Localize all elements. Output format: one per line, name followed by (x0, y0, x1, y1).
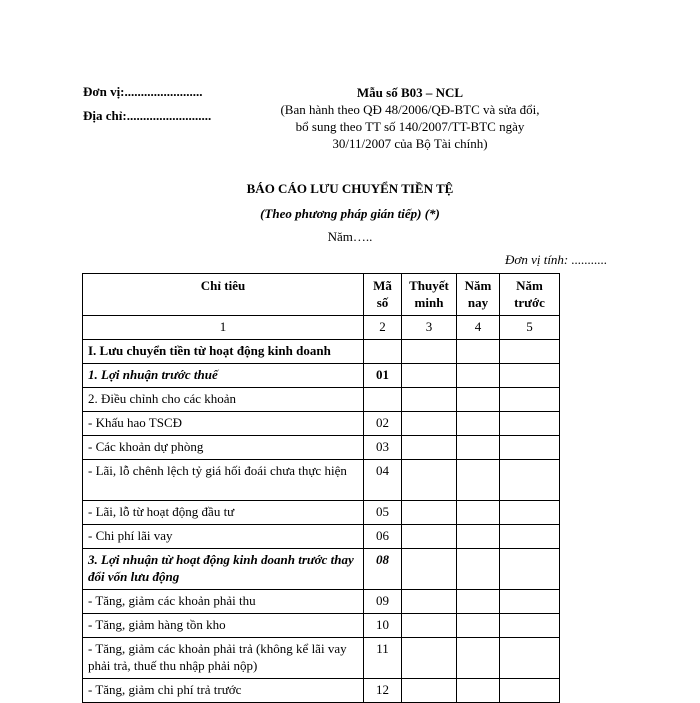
row-last-year (500, 549, 560, 590)
row-this-year (457, 436, 500, 460)
table-row (83, 525, 560, 549)
row-explanation (402, 549, 457, 590)
currency-unit-note: Đơn vị tính: ........... (505, 252, 608, 267)
header-last-year: Năm trước (500, 274, 560, 316)
row-label: 1. Lợi nhuận trước thuế (83, 364, 364, 388)
row-code: 06 (364, 525, 402, 549)
row-this-year (457, 340, 500, 364)
index-cell: 2 (364, 316, 402, 340)
report-title: BÁO CÁO LƯU CHUYỂN TIỀN TỆ (246, 181, 454, 196)
row-this-year (457, 614, 500, 638)
row-this-year (457, 590, 500, 614)
form-note-line2: bổ sung theo TT số 140/2007/TT-BTC ngày (295, 119, 525, 134)
table-row (83, 460, 560, 501)
index-row (83, 316, 560, 340)
row-explanation (402, 412, 457, 436)
row-code: 12 (364, 679, 402, 703)
index-cell: 3 (402, 316, 457, 340)
report-subtitle: (Theo phương pháp gián tiếp) (*) (260, 206, 440, 221)
unit-label: Đơn vị:........................ (83, 84, 203, 99)
row-code: 10 (364, 614, 402, 638)
row-code: 02 (364, 412, 402, 436)
row-this-year (457, 679, 500, 703)
row-last-year (500, 679, 560, 703)
table-row (83, 590, 560, 614)
row-this-year (457, 501, 500, 525)
index-cell: 1 (83, 316, 364, 340)
row-explanation (402, 501, 457, 525)
table-row (83, 364, 560, 388)
row-explanation (402, 364, 457, 388)
row-explanation (402, 388, 457, 412)
row-explanation (402, 614, 457, 638)
row-last-year (500, 364, 560, 388)
header-explanation: Thuyết minh (402, 274, 457, 316)
row-last-year (500, 340, 560, 364)
row-label: 2. Điều chỉnh cho các khoản (83, 388, 364, 412)
form-note-line3: 30/11/2007 của Bộ Tài chính) (332, 136, 488, 151)
address-label: Địa chỉ:.......................... (83, 108, 212, 123)
row-label: - Tăng, giảm các khoản phải thu (83, 590, 364, 614)
row-last-year (500, 590, 560, 614)
form-info (265, 84, 555, 152)
row-explanation (402, 590, 457, 614)
form-note-line1: (Ban hành theo QĐ 48/2006/QĐ-BTC và sửa đổi, (280, 102, 540, 117)
form-code: Mẫu số B03 – NCL (356, 85, 464, 100)
row-code (364, 388, 402, 412)
row-code: 04 (364, 460, 402, 501)
row-label: I. Lưu chuyển tiền từ hoạt động kinh doanh (83, 340, 364, 364)
index-cell: 4 (457, 316, 500, 340)
row-last-year (500, 436, 560, 460)
row-label: - Khấu hao TSCĐ (83, 412, 364, 436)
row-this-year (457, 638, 500, 679)
row-code: 03 (364, 436, 402, 460)
row-code (364, 340, 402, 364)
row-explanation (402, 679, 457, 703)
report-year: Năm….. (327, 229, 373, 244)
table-row (83, 679, 560, 703)
row-label: - Các khoản dự phòng (83, 436, 364, 460)
row-last-year (500, 501, 560, 525)
table-row (83, 614, 560, 638)
header-indicator: Chỉ tiêu (83, 274, 364, 316)
row-last-year (500, 614, 560, 638)
row-label: 3. Lợi nhuận từ hoạt động kinh doanh trước thay đổi vốn lưu động (83, 549, 364, 590)
row-explanation (402, 436, 457, 460)
row-code: 01 (364, 364, 402, 388)
row-last-year (500, 638, 560, 679)
row-code: 09 (364, 590, 402, 614)
row-explanation (402, 638, 457, 679)
row-code: 11 (364, 638, 402, 679)
row-this-year (457, 525, 500, 549)
row-last-year (500, 412, 560, 436)
row-this-year (457, 460, 500, 501)
index-cell: 5 (500, 316, 560, 340)
row-this-year (457, 549, 500, 590)
cash-flow-table (82, 273, 560, 703)
row-this-year (457, 364, 500, 388)
row-label: - Lãi, lỗ từ hoạt động đầu tư (83, 501, 364, 525)
row-label: - Chi phí lãi vay (83, 525, 364, 549)
header-code: Mã số (364, 274, 402, 316)
row-this-year (457, 412, 500, 436)
row-label: - Tăng, giảm các khoản phải trả (không kể lãi vay phải trả, thuế thu nhập phải nộp) (83, 638, 364, 679)
row-label: - Lãi, lỗ chênh lệch tỷ giá hối đoái chưa thực hiện (83, 460, 364, 501)
table-row (83, 436, 560, 460)
row-last-year (500, 460, 560, 501)
row-label: - Tăng, giảm hàng tồn kho (83, 614, 364, 638)
row-code: 08 (364, 549, 402, 590)
row-explanation (402, 525, 457, 549)
row-label: - Tăng, giảm chi phí trả trước (83, 679, 364, 703)
table-row (83, 340, 560, 364)
row-last-year (500, 388, 560, 412)
header-this-year: Năm nay (457, 274, 500, 316)
row-last-year (500, 525, 560, 549)
table-row (83, 549, 560, 590)
row-explanation (402, 460, 457, 501)
header-row (83, 274, 560, 316)
row-code: 05 (364, 501, 402, 525)
table-row (83, 638, 560, 679)
row-this-year (457, 388, 500, 412)
table-row (83, 501, 560, 525)
table-row (83, 388, 560, 412)
table-row (83, 412, 560, 436)
row-explanation (402, 340, 457, 364)
